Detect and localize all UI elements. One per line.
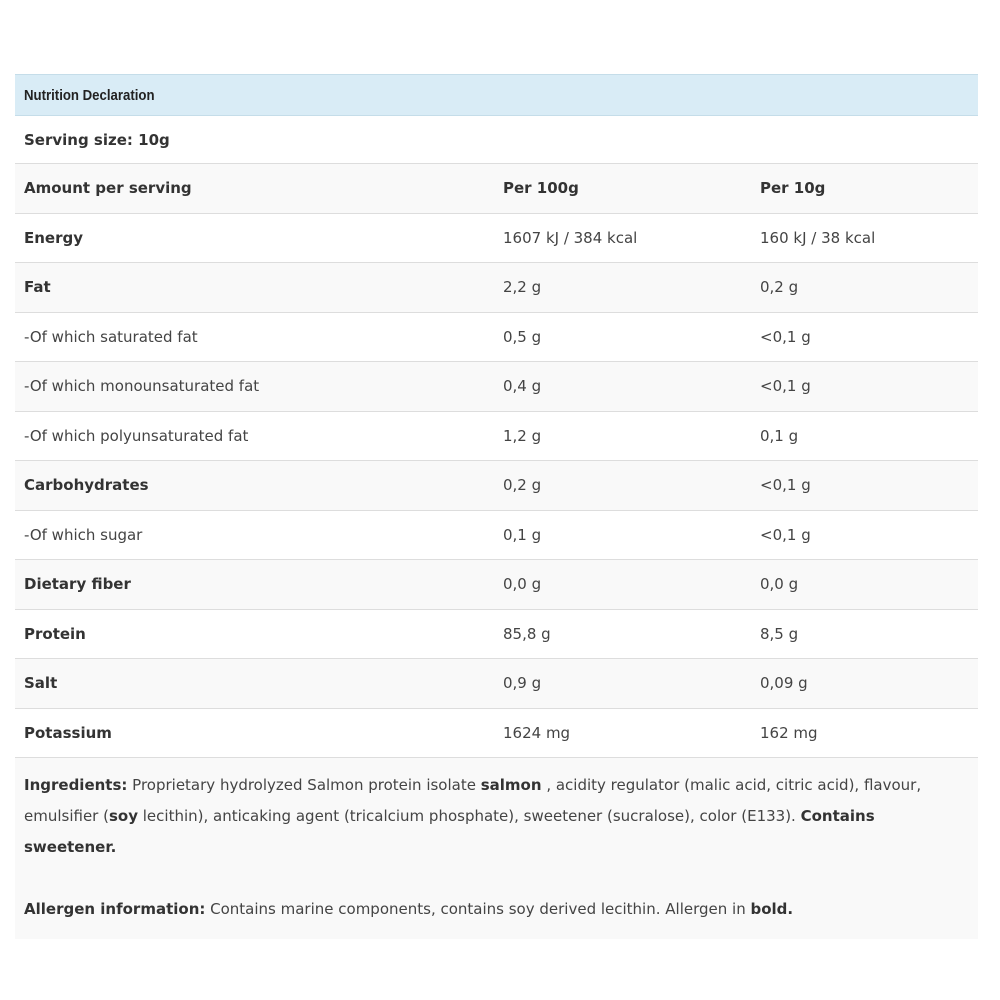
panel-header	[15, 74, 978, 116]
ingredients-part: lecithin), anticaking agent (tricalcium phosphate), sweetener (sucralose), color (E133).	[137, 807, 801, 825]
table-row	[15, 263, 978, 313]
value-per10: 160 kJ / 38 kcal	[760, 228, 876, 247]
value-per10: <0,1 g	[760, 525, 811, 544]
value-per10: 0,0 g	[760, 575, 799, 594]
value-per100: 85,8 g	[503, 624, 551, 643]
table-row	[15, 610, 978, 660]
spacer	[24, 863, 969, 894]
nutrient-name: Carbohydrates	[24, 476, 149, 495]
table-row	[15, 362, 978, 412]
nutrient-name: -Of which saturated fat	[24, 327, 198, 346]
panel-title: Nutrition Declaration	[24, 86, 155, 104]
table-row	[15, 461, 978, 511]
ingredients-allergen: salmon	[480, 776, 542, 794]
value-per10: 0,2 g	[760, 278, 799, 297]
value-per100: 0,1 g	[503, 525, 542, 544]
ingredients-footer	[15, 758, 978, 939]
value-per100: 0,9 g	[503, 674, 542, 693]
value-per10: 0,09 g	[760, 674, 808, 693]
nutrient-name: Salt	[24, 674, 58, 693]
value-per10: 162 mg	[760, 723, 818, 742]
nutrient-name: Fat	[24, 278, 51, 297]
value-per100: 0,0 g	[503, 575, 542, 594]
nutrient-name: Dietary fiber	[24, 575, 131, 594]
ingredients-allergen: soy	[108, 807, 138, 825]
nutrient-name: Protein	[24, 624, 86, 643]
serving-size: Serving size: 10g	[15, 116, 978, 164]
ingredients-part: , acidity regulator (malic acid, citric acid), flavour, emulsifier (	[24, 776, 922, 825]
allergen-label: Allergen information:	[24, 900, 206, 918]
nutrient-name: Energy	[24, 228, 84, 247]
value-per10: 8,5 g	[760, 624, 799, 643]
table-row	[15, 511, 978, 561]
value-per100: 0,5 g	[503, 327, 542, 346]
column-header-per10: Per 10g	[760, 179, 826, 198]
nutrient-name: -Of which polyunsaturated fat	[24, 426, 249, 445]
nutrient-name: -Of which monounsaturated fat	[24, 377, 260, 396]
allergen-bold-note: bold.	[750, 900, 794, 918]
column-header-row	[15, 164, 978, 214]
ingredients-text	[24, 770, 969, 863]
value-per100: 1,2 g	[503, 426, 542, 445]
table-row	[15, 214, 978, 264]
value-per10: <0,1 g	[760, 476, 811, 495]
table-row	[15, 560, 978, 610]
value-per10: 0,1 g	[760, 426, 799, 445]
allergen-text	[24, 894, 969, 925]
value-per10: <0,1 g	[760, 327, 811, 346]
ingredients-label: Ingredients:	[24, 776, 128, 794]
nutrient-name: -Of which sugar	[24, 525, 143, 544]
allergen-part: Contains marine components, contains soy derived lecithin. Allergen in	[205, 900, 751, 918]
table-row	[15, 313, 978, 363]
table-row	[15, 709, 978, 759]
table-row	[15, 659, 978, 709]
value-per100: 1624 mg	[503, 723, 571, 742]
value-per100: 0,4 g	[503, 377, 542, 396]
nutrition-panel	[15, 74, 978, 939]
column-header-label: Amount per serving	[24, 179, 192, 198]
nutrient-name: Potassium	[24, 723, 112, 742]
column-header-per100: Per 100g	[503, 179, 579, 198]
ingredients-sweetener-note: Contains sweetener.	[24, 807, 875, 856]
value-per100: 2,2 g	[503, 278, 542, 297]
value-per100: 1607 kJ / 384 kcal	[503, 228, 638, 247]
ingredients-part: Proprietary hydrolyzed Salmon protein isolate	[127, 776, 481, 794]
value-per100: 0,2 g	[503, 476, 542, 495]
value-per10: <0,1 g	[760, 377, 811, 396]
table-row	[15, 412, 978, 462]
